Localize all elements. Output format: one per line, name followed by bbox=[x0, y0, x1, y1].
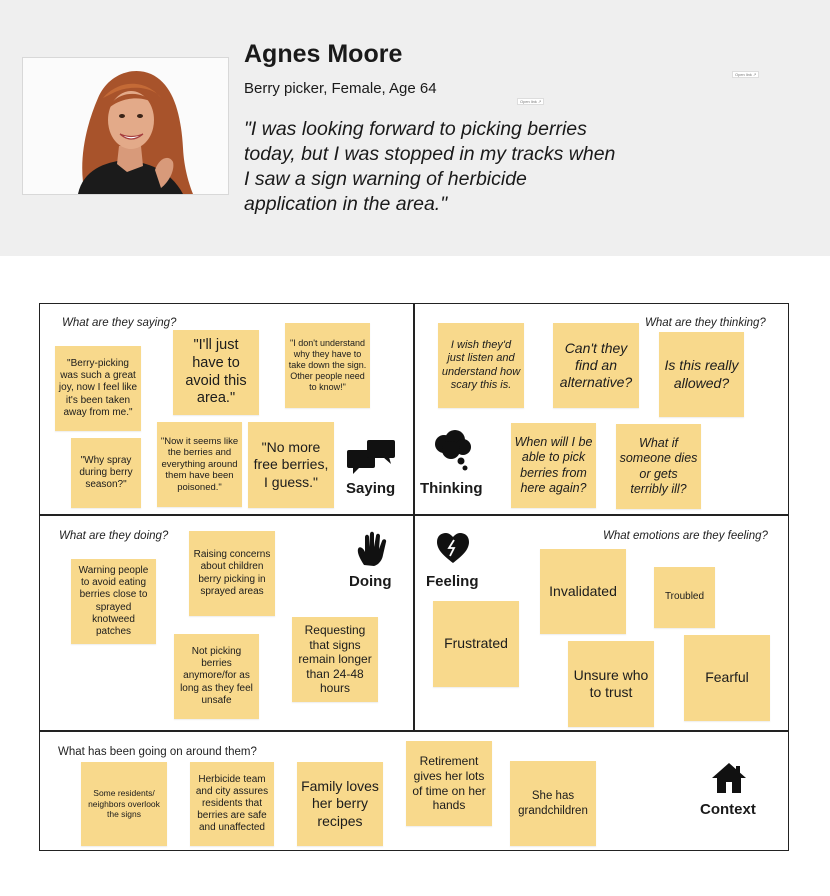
hand-icon bbox=[356, 531, 390, 567]
sticky-note[interactable]: Fearful bbox=[684, 635, 770, 721]
sticky-note[interactable]: Unsure who to trust bbox=[568, 641, 654, 727]
thinking-prompt: What are they thinking? bbox=[645, 317, 766, 329]
sticky-note[interactable]: What if someone dies or gets terribly ill? bbox=[616, 424, 701, 509]
sticky-note[interactable]: Requesting that signs remain longer than 24-48 hours bbox=[292, 617, 378, 702]
sticky-note[interactable]: "No more free berries, I guess." bbox=[248, 422, 334, 508]
sticky-note[interactable]: Troubled bbox=[654, 567, 715, 628]
open-link-button[interactable]: Open link ↗ bbox=[517, 98, 544, 105]
speech-bubbles-icon bbox=[347, 438, 397, 474]
open-link-button[interactable]: Open link ↗ bbox=[732, 71, 759, 78]
sticky-note[interactable]: Raising concerns about children berry picking in sprayed areas bbox=[189, 531, 275, 616]
sticky-note[interactable]: "I don't understand why they have to take down the sign. Other people need to know!" bbox=[285, 323, 370, 408]
feeling-prompt: What emotions are they feeling? bbox=[603, 530, 768, 542]
sticky-note[interactable]: Retirement gives her lots of time on her hands bbox=[406, 741, 492, 826]
sticky-note[interactable]: "Berry-picking was such a great joy, now I feel like it's been taken away from me." bbox=[55, 346, 141, 431]
persona-name: Agnes Moore bbox=[244, 40, 403, 68]
saying-prompt: What are they saying? bbox=[62, 317, 177, 329]
persona-subtitle: Berry picker, Female, Age 64 bbox=[244, 80, 437, 97]
feeling-label: Feeling bbox=[426, 573, 479, 590]
house-icon bbox=[711, 762, 747, 794]
broken-heart-icon bbox=[436, 532, 470, 564]
sticky-note[interactable]: "I'll just have to avoid this area." bbox=[173, 330, 259, 415]
divider bbox=[413, 303, 415, 731]
sticky-note[interactable]: Can't they find an alternative? bbox=[553, 323, 639, 408]
sticky-note[interactable]: Is this really allowed? bbox=[659, 332, 744, 417]
persona-quote: "I was looking forward to picking berries today, but I was stopped in my tracks when I saw a sign warning of herbicide application in the area." bbox=[244, 118, 616, 215]
sticky-note[interactable]: Family loves her berry recipes bbox=[297, 762, 383, 846]
sticky-note[interactable]: Frustrated bbox=[433, 601, 519, 687]
context-label: Context bbox=[700, 801, 756, 818]
sticky-note[interactable]: When will I be able to pick berries from here again? bbox=[511, 423, 596, 508]
thinking-label: Thinking bbox=[420, 480, 483, 497]
sticky-note[interactable]: I wish they'd just listen and understand how scary this is. bbox=[438, 323, 524, 408]
sticky-note[interactable]: Not picking berries anymore/for as long as they feel unsafe bbox=[174, 634, 259, 719]
sticky-note[interactable]: Invalidated bbox=[540, 549, 626, 634]
sticky-note[interactable]: Herbicide team and city assures residents that berries are safe and unaffected bbox=[190, 762, 274, 846]
doing-prompt: What are they doing? bbox=[59, 530, 169, 542]
persona-photo bbox=[22, 57, 229, 195]
sticky-note[interactable]: She has grandchildren bbox=[510, 761, 596, 846]
saying-label: Saying bbox=[346, 480, 396, 497]
sticky-note[interactable]: "Now it seems like the berries and everything around them have been poisoned." bbox=[157, 422, 242, 507]
sticky-note[interactable]: "Why spray during berry season?" bbox=[71, 438, 141, 508]
thought-cloud-icon bbox=[433, 430, 473, 472]
sticky-note[interactable]: Some residents/ neighbors overlook the signs bbox=[81, 762, 167, 846]
doing-label: Doing bbox=[349, 573, 392, 590]
sticky-note[interactable]: Warning people to avoid eating berries close to sprayed knotweed patches bbox=[71, 559, 156, 644]
context-prompt: What has been going on around them? bbox=[58, 746, 257, 758]
